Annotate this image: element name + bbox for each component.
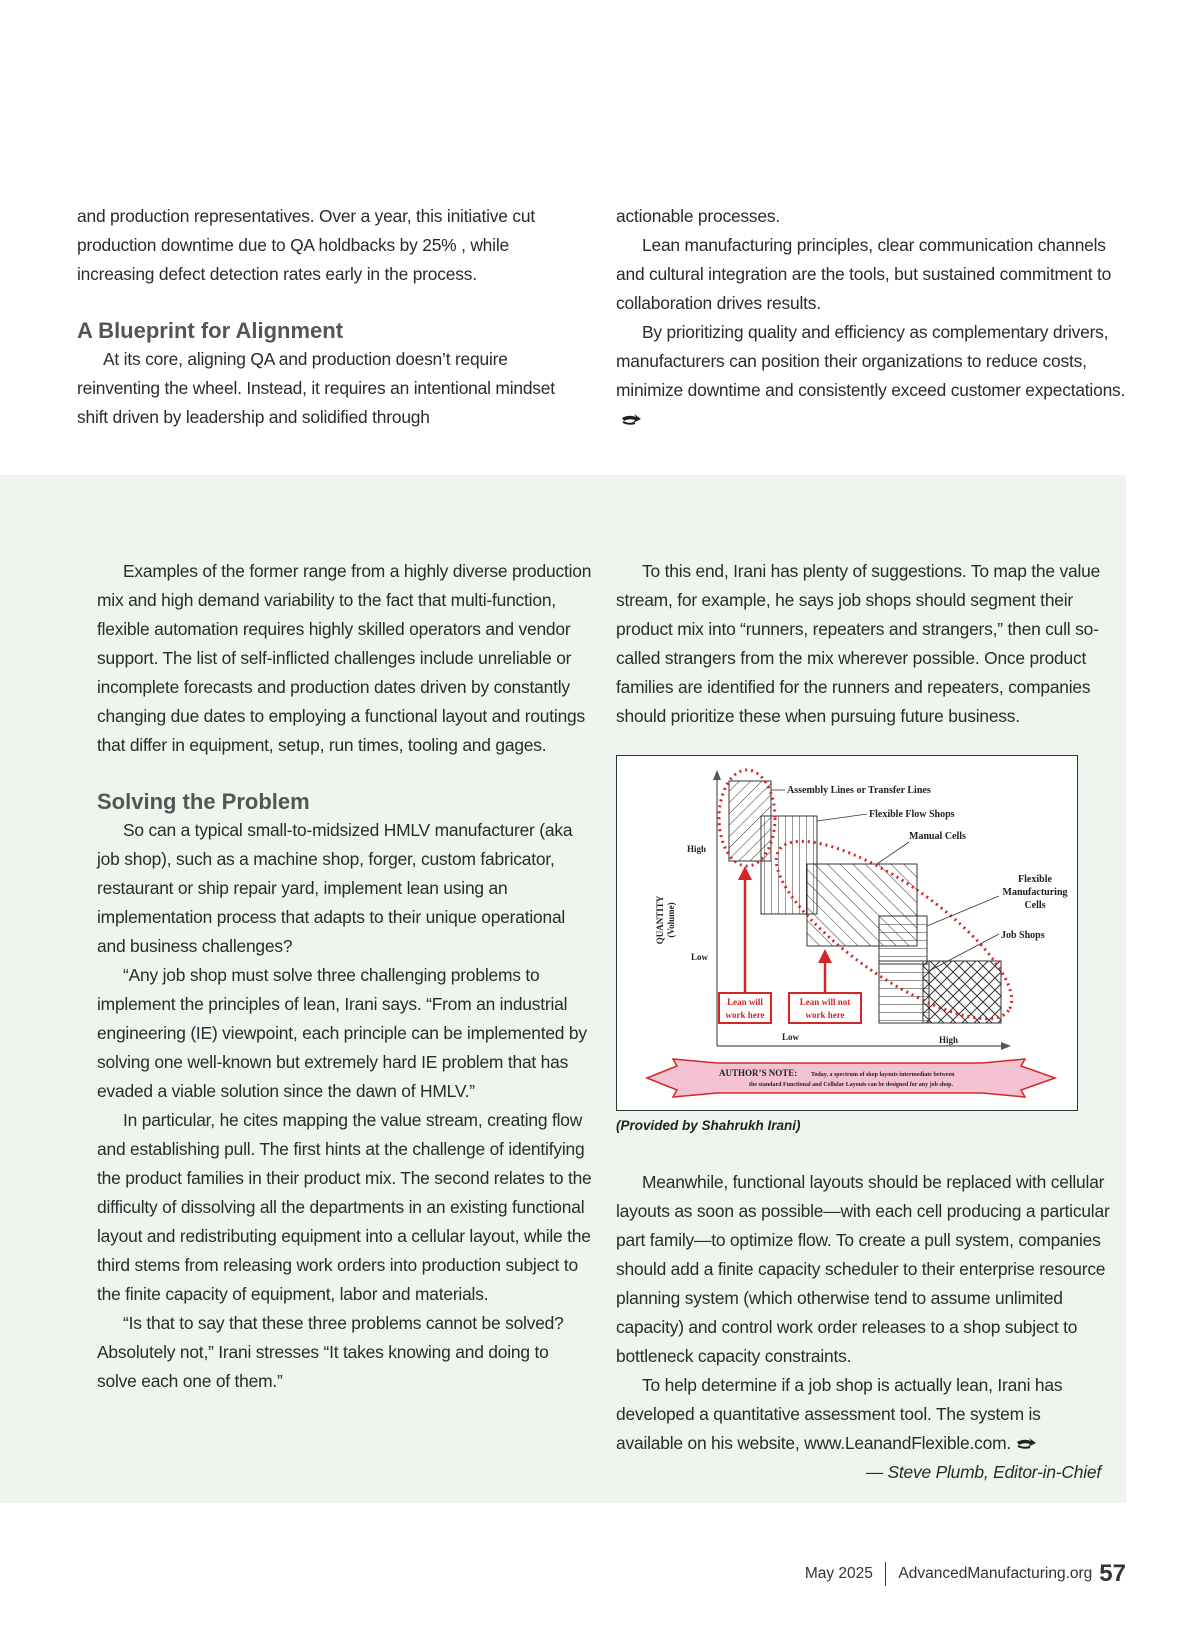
label-manual-cells: Manual Cells xyxy=(909,831,966,842)
lean-will-not-label: Lean will not xyxy=(799,997,851,1007)
job-shop-region xyxy=(879,961,929,1023)
paragraph: actionable processes. xyxy=(616,206,781,226)
label-assembly: Assembly Lines or Transfer Lines xyxy=(787,785,931,796)
axis-tick-label: High xyxy=(687,844,707,854)
sidebar-column-right-continued xyxy=(616,1168,1111,1487)
section-heading: A Blueprint for Alignment xyxy=(77,318,344,343)
paragraph: In particular, he cites mapping the value stream, creating flow and establishing pull. The first hints at the challenge of identifying the product families in their product mix. The second relates to the difficulty of dissolving all the departments in an existing functional layout and redistributing equipment into a cellular layout, while the third stems from releasing work orders into production subject to the finite capacity of equipment, labor and materials. xyxy=(97,1110,592,1304)
paragraph: “Any job shop must solve three challenging problems to implement the principles of lean, Irani says. “From an industrial engineering (IE) viewpoint, each principle can be implemented by solving one well-known but extremely hard IE problem that has evaded a viable solution since the dawn of HMLV.” xyxy=(97,965,587,1101)
issue-date: May 2025 xyxy=(804,1565,873,1582)
authors-note-label: AUTHOR’S NOTE: xyxy=(719,1068,798,1078)
paragraph-end xyxy=(616,1371,1111,1458)
layout-spectrum-figure xyxy=(616,755,1078,1111)
paragraph-text: To help determine if a job shop is actually lean, Irani has developed a quantitative assessment tool. The system is available on his website, www.LeanandFlexible.com. xyxy=(616,1375,1063,1453)
end-of-article-icon xyxy=(620,413,642,427)
paragraph: To this end, Irani has plenty of suggestions. To map the value stream, for example, he says job shops should segment their product mix into “runners, repeaters and strangers,” then cull so-called strangers from the mix wherever possible. Once product families are identified for the runners and repeaters, companies should prioritize these when pursuing future business. xyxy=(616,561,1101,726)
paragraph: So can a typical small-to-midsized HMLV manufacturer (aka job shop), such as a machine shop, forger, custom fabricator, restaurant or ship repair yard, implement lean using an implementation process that adapts to their unique operational and business challenges? xyxy=(97,820,573,956)
authors-note-text: Today, a spectrum of shop layouts intermediate between xyxy=(811,1072,955,1078)
figure-caption: (Provided by Shahrukh Irani) xyxy=(616,1118,801,1133)
sidebar-column-left xyxy=(97,557,592,1396)
label-fmc: Manufacturing xyxy=(1002,887,1068,898)
section-heading: Solving the Problem xyxy=(97,789,310,814)
article-column-left xyxy=(77,202,577,432)
figure-diagram xyxy=(617,756,1079,1112)
paragraph: Meanwhile, functional layouts should be replaced with cellular layouts as soon as possible—with each cell producing a particular part family—to optimize flow. To create a pull system, companies should add a finite capacity scheduler to their enterprise resource planning system (which otherwise tend to assume unlimited capacity) and control work order releases to a shop subject to bottleneck capacity constraints. xyxy=(616,1172,1110,1366)
y-axis-title: (Volume) xyxy=(666,902,676,938)
paragraph: “Is that to say that these three problems cannot be solved? Absolutely not,” Irani stresses “It takes knowing and doing to solve each one of them.” xyxy=(97,1313,564,1391)
article-column-right xyxy=(616,202,1126,434)
paragraph: Lean manufacturing principles, clear communication channels and cultural integration are the tools, but sustained commitment to collaboration drives results. xyxy=(616,235,1112,313)
footer-divider xyxy=(885,1562,887,1586)
lean-will-not-label: work here xyxy=(805,1010,845,1020)
paragraph: Examples of the former range from a highly diverse production mix and high demand variability to the fact that multi-function, flexible automation requires highly skilled operators and vendor support. The list of self-inflicted challenges include unreliable or incomplete forecasts and production dates driven by constantly changing due dates to employing a functional layout and routings that differ in equipment, setup, run times, tooling and gages. xyxy=(97,561,592,755)
paragraph-text: By prioritizing quality and efficiency as complementary drivers, manufacturers can position their organizations to reduce costs, minimize downtime and consistently exceed customer expectations. xyxy=(616,322,1126,400)
axis-tick-label: Low xyxy=(691,952,709,962)
author-byline: — Steve Plumb, Editor-in-Chief xyxy=(865,1462,1101,1482)
fmc-region xyxy=(879,916,927,964)
lean-will-label: work here xyxy=(725,1010,765,1020)
authors-note-text: the standard Functional and Cellular Layouts can be designed for any job shop. xyxy=(749,1082,953,1088)
y-axis-title: QUANTITY xyxy=(655,895,665,945)
axis-tick-label: High xyxy=(939,1035,959,1045)
page-number: 57 xyxy=(1099,1560,1126,1587)
label-fmc: Cells xyxy=(1024,900,1046,911)
authors-note-banner xyxy=(647,1059,1055,1097)
end-of-article-icon xyxy=(1015,1437,1037,1451)
paragraph-end xyxy=(616,318,1126,434)
axis-tick-label: Low xyxy=(782,1032,800,1042)
sidebar-column-right xyxy=(616,557,1108,731)
paragraph: and production representatives. Over a year, this initiative cut production downtime due to QA holdbacks by 25% , while increasing defect detection rates early in the process. xyxy=(77,206,535,284)
label-fmc: Flexible xyxy=(1018,874,1052,885)
website-link[interactable]: AdvancedManufacturing.org xyxy=(898,1565,1093,1582)
page-footer xyxy=(805,1557,1126,1591)
lean-will-label: Lean will xyxy=(727,997,763,1007)
paragraph: At its core, aligning QA and production doesn’t require reinventing the wheel. Instead, it requires an intentional mindset shift driven by leadership and solidified through xyxy=(77,349,555,427)
label-flexible-flow: Flexible Flow Shops xyxy=(869,809,955,820)
label-job-shops: Job Shops xyxy=(1001,930,1045,941)
